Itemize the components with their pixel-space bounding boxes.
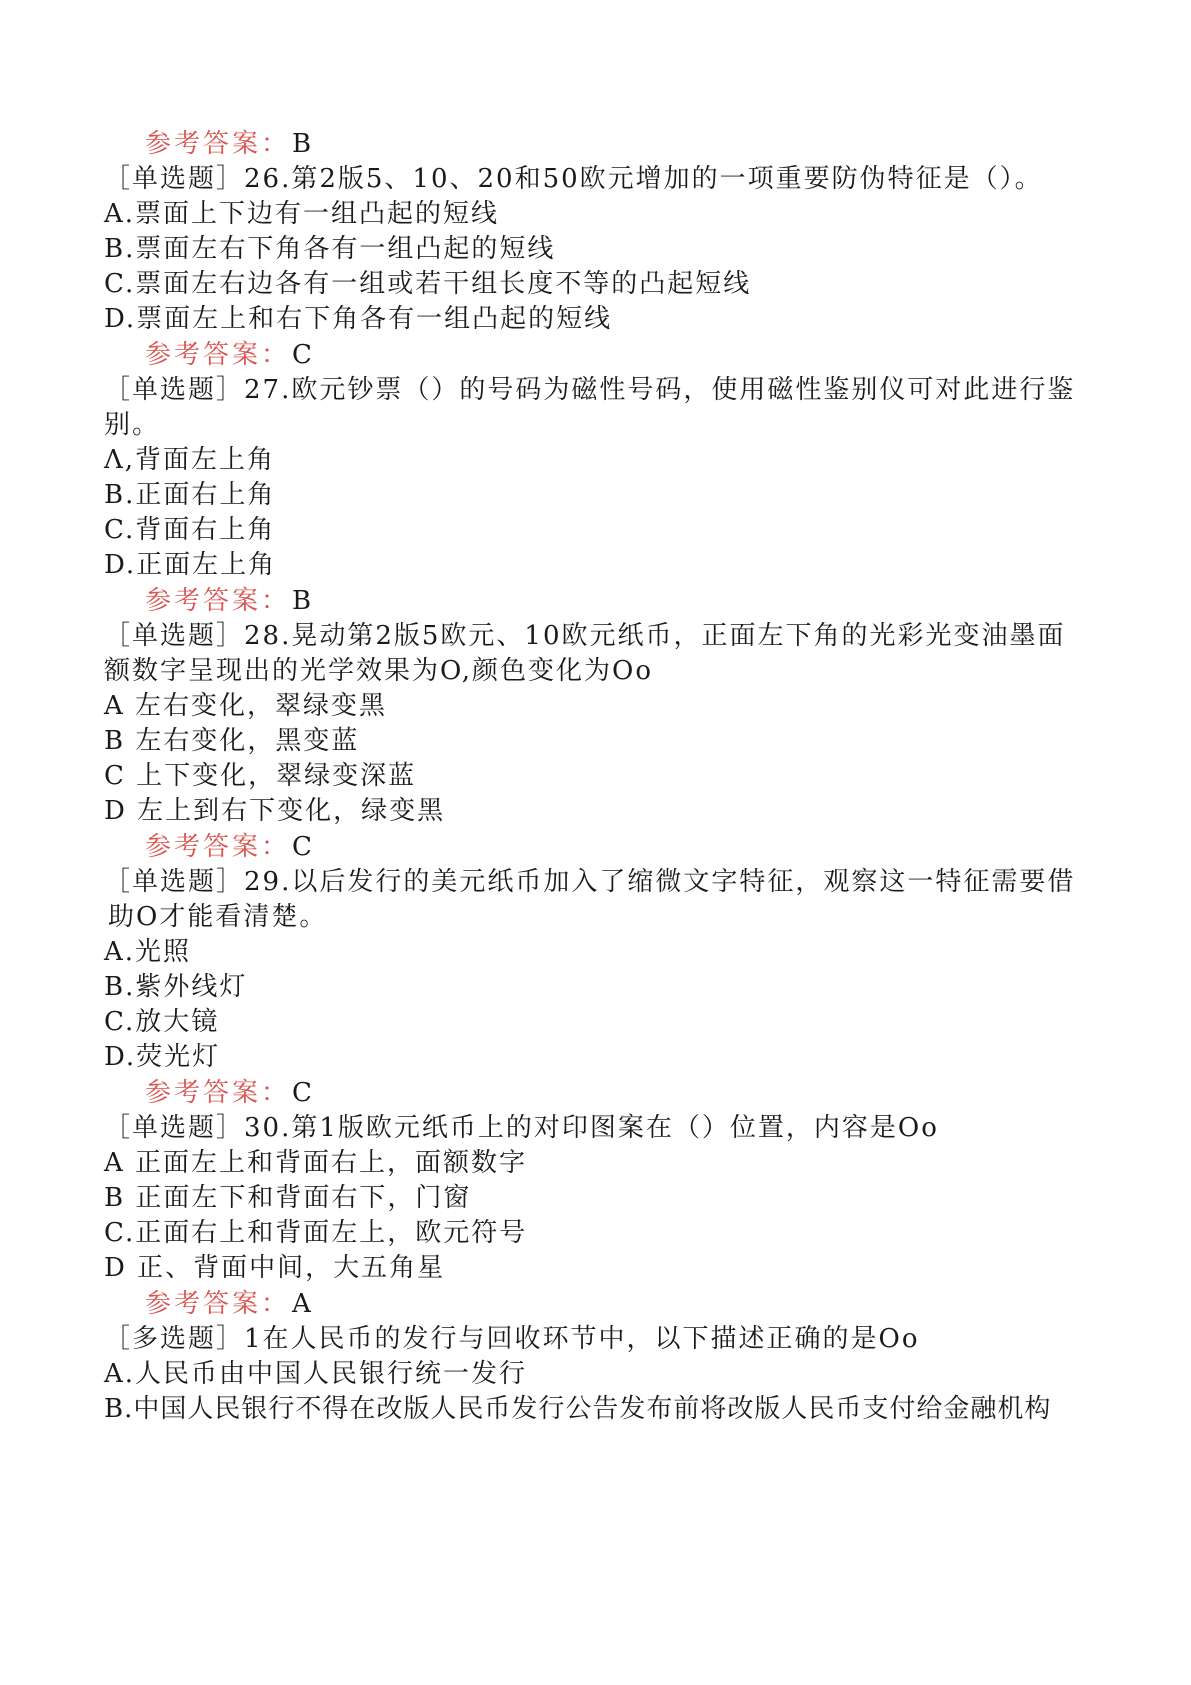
option-a: A 左右变化，翠绿变黑	[104, 691, 388, 721]
option-b: B.正面右上角	[104, 480, 276, 510]
answer-value: C	[292, 1078, 314, 1108]
answer-line	[145, 585, 313, 617]
option-c: C.票面左右边各有一组或若干组长度不等的凸起短线	[104, 269, 752, 299]
answer-value: C	[292, 340, 314, 370]
answer-value: A	[292, 1289, 313, 1319]
answer-label: 参考答案：	[145, 129, 291, 159]
option-c: C 上下变化，翠绿变深蓝	[104, 761, 417, 791]
answer-value: B	[292, 586, 314, 616]
answer-value: B	[292, 129, 314, 159]
answer-value: C	[292, 832, 314, 862]
question-27: ［单选题］27.欧元钞票（）的号码为磁性号码，使用磁性鉴别仪可对此进行鉴	[104, 375, 1076, 405]
answer-line	[145, 1077, 314, 1109]
question-29-continued: 助O才能看清楚。	[108, 902, 328, 932]
question-27-continued: 别。	[104, 410, 161, 440]
answer-label: 参考答案：	[145, 1078, 291, 1108]
option-a: A.人民币由中国人民银行统一发行	[104, 1359, 528, 1389]
option-a: Λ,背面左上角	[104, 445, 276, 475]
option-b: B.中国人民银行不得在改版人民币发行公告发布前将改版人民币支付给金融机构	[104, 1394, 1052, 1424]
option-c: C.背面右上角	[104, 515, 276, 545]
answer-line	[145, 339, 314, 371]
question-28-continued: 额数字呈现出的光学效果为O,颜色变化为Oo	[104, 656, 654, 686]
option-b: B 左右变化，黑变蓝	[104, 726, 360, 756]
option-a: A.票面上下边有一组凸起的短线	[104, 199, 500, 229]
option-d: D.票面左上和右下角各有一组凸起的短线	[104, 304, 613, 334]
answer-label: 参考答案：	[145, 832, 291, 862]
answer-label: 参考答案：	[145, 1289, 291, 1319]
option-c: C.正面右上和背面左上，欧元符号	[104, 1218, 528, 1248]
answer-label: 参考答案：	[145, 340, 291, 370]
option-b: B 正面左下和背面右下，门窗	[104, 1183, 472, 1213]
question-multi-1: ［多选题］1在人民币的发行与回收环节中，以下描述正确的是Oo	[104, 1324, 920, 1354]
question-30: ［单选题］30.第1版欧元纸币上的对印图案在（）位置，内容是Oo	[104, 1113, 939, 1143]
answer-line	[145, 128, 313, 160]
option-d: D 左上到右下变化，绿变黑	[104, 796, 446, 826]
option-c: C.放大镜	[104, 1007, 220, 1037]
option-a: A.光照	[104, 937, 192, 967]
answer-label: 参考答案：	[145, 586, 291, 616]
option-b: B.票面左右下角各有一组凸起的短线	[104, 234, 556, 264]
option-a: A 正面左上和背面右上，面额数字	[104, 1148, 528, 1178]
option-b: B.紫外线灯	[104, 972, 248, 1002]
answer-line	[145, 831, 314, 863]
option-d: D.正面左上角	[104, 550, 277, 580]
answer-line	[145, 1288, 313, 1320]
question-29: ［单选题］29.以后发行的美元纸币加入了缩微文字特征，观察这一特征需要借	[104, 867, 1076, 897]
question-28: ［单选题］28.晃动第2版5欧元、10欧元纸币，正面左下角的光彩光变油墨面	[104, 621, 1066, 651]
option-d: D.荧光灯	[104, 1042, 221, 1072]
question-26: ［单选题］26.第2版5、10、20和50欧元增加的一项重要防伪特征是（）。	[104, 164, 1043, 194]
option-d: D 正、背面中间，大五角星	[104, 1253, 446, 1283]
